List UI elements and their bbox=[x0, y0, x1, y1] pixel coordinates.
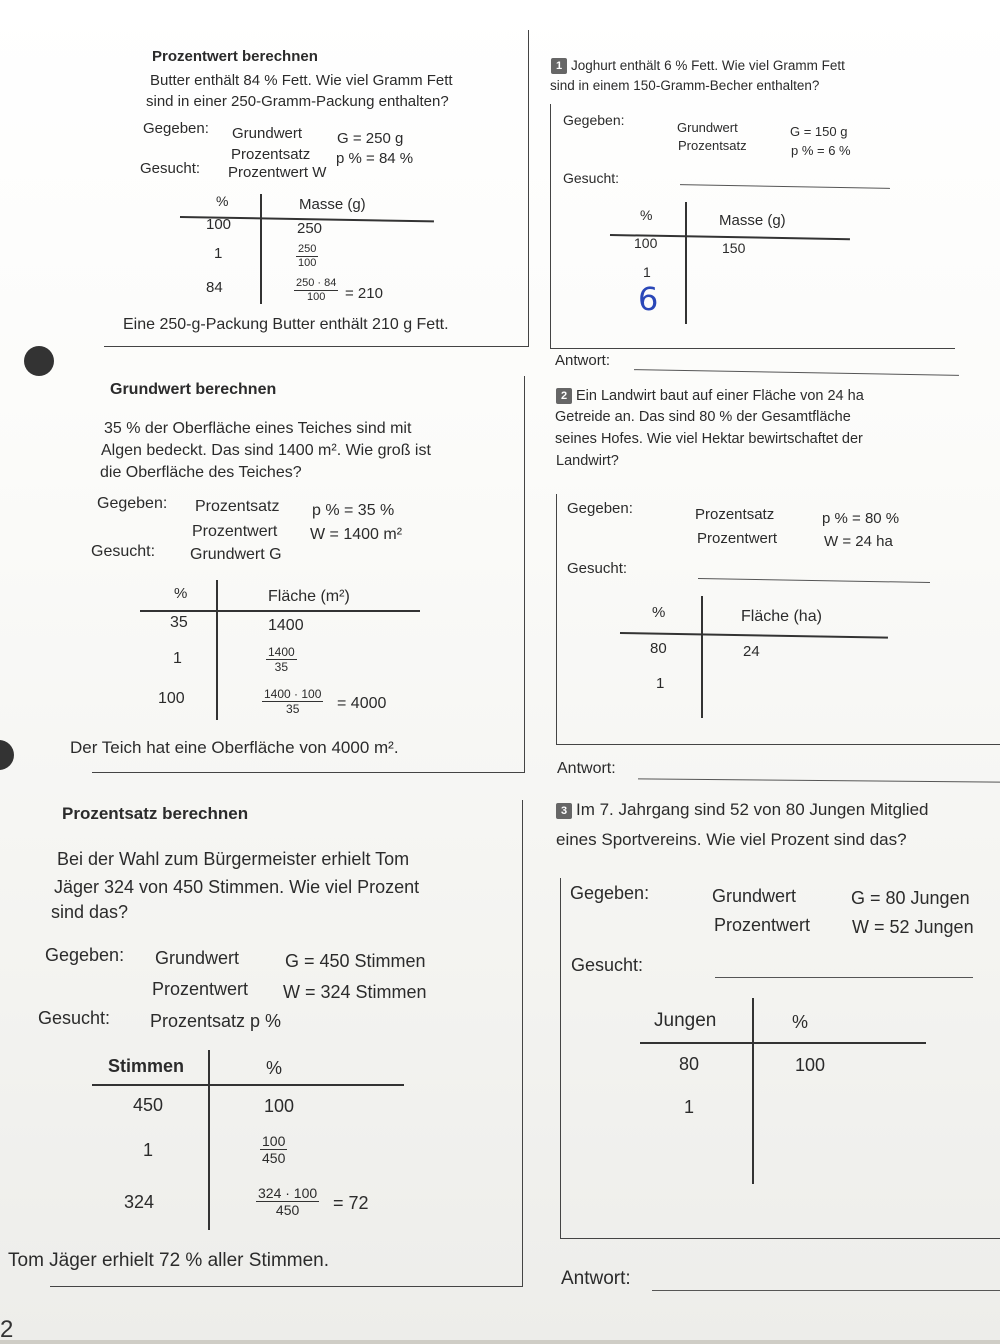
table-cell: 100 bbox=[158, 690, 185, 707]
task2-question-line: seines Hofes. Wie viel Hektar bewirtschaftet der bbox=[555, 431, 863, 447]
answer-label: Antwort: bbox=[557, 760, 616, 777]
table-fraction bbox=[296, 244, 318, 269]
fraction-numerator: 1400 · 100 bbox=[264, 687, 322, 701]
fraction-numerator: 250 bbox=[298, 243, 317, 255]
sought-label: Gesucht: bbox=[91, 543, 156, 560]
table-cell: 450 bbox=[133, 1095, 164, 1115]
example-prozentsatz-title: Prozentsatz berechnen bbox=[62, 804, 249, 823]
table-cell: 1 bbox=[214, 245, 223, 262]
given-value: W = 52 Jungen bbox=[852, 917, 974, 937]
fraction-denominator: 450 bbox=[275, 1202, 300, 1218]
given-label: Gegeben: bbox=[567, 500, 633, 517]
given-label: Gegeben: bbox=[143, 120, 209, 137]
task-number-badge: 2 bbox=[556, 388, 572, 404]
table-header: % bbox=[640, 207, 653, 223]
table-fraction bbox=[294, 278, 338, 303]
sought-label: Gesucht: bbox=[140, 160, 201, 177]
table-divider bbox=[216, 580, 218, 720]
table-header: % bbox=[174, 585, 188, 602]
given-name: Grundwert bbox=[712, 886, 797, 906]
table-header: % bbox=[652, 604, 666, 621]
example-question-line: Jäger 324 von 450 Stimmen. Wie viel Prozent bbox=[54, 877, 420, 897]
example-prozentwert-title: Prozentwert berechnen bbox=[152, 48, 318, 65]
page-number: 2 bbox=[0, 1316, 14, 1343]
table-result: = 72 bbox=[333, 1193, 369, 1213]
table-fraction bbox=[266, 646, 297, 673]
sought-value: Prozentsatz p % bbox=[150, 1011, 282, 1031]
given-name: Prozentsatz bbox=[231, 146, 311, 163]
given-value: G = 80 Jungen bbox=[851, 888, 970, 908]
example-question-line: Butter enthält 84 % Fett. Wie viel Gramm Fett bbox=[150, 72, 453, 89]
answer-line[interactable] bbox=[638, 778, 1000, 782]
given-label: Gegeben: bbox=[570, 883, 650, 903]
given-name: Prozentwert bbox=[714, 915, 811, 935]
task2-question-line bbox=[556, 388, 864, 404]
example-question-line: Bei der Wahl zum Bürgermeister erhielt Tom bbox=[57, 849, 410, 869]
sought-label: Gesucht: bbox=[567, 560, 628, 577]
table-header: Jungen bbox=[654, 1010, 717, 1031]
task2-question-line: Getreide an. Das sind 80 % der Gesamtfläche bbox=[555, 409, 851, 425]
fraction-numerator: 1400 bbox=[268, 645, 295, 659]
table-divider bbox=[685, 202, 687, 324]
fraction-numerator: 250 · 84 bbox=[296, 277, 337, 289]
example-answer: Der Teich hat eine Oberfläche von 4000 m². bbox=[70, 738, 399, 757]
example-answer: Tom Jäger erhielt 72 % aller Stimmen. bbox=[8, 1250, 330, 1271]
task1-question-line bbox=[551, 58, 845, 74]
table-header: % bbox=[792, 1012, 809, 1032]
example-question-line: 35 % der Oberfläche eines Teiches sind mit bbox=[104, 420, 412, 437]
sought-label: Gesucht: bbox=[38, 1008, 111, 1028]
table-cell: 1 bbox=[143, 1140, 154, 1160]
fraction-denominator: 450 bbox=[262, 1150, 286, 1166]
given-name: Prozentwert bbox=[192, 523, 278, 540]
given-name: Grundwert bbox=[232, 125, 303, 142]
table-cell: 35 bbox=[170, 614, 188, 631]
sought-value: Grundwert G bbox=[190, 546, 282, 563]
table-cell: 100 bbox=[795, 1055, 826, 1075]
table-fraction bbox=[256, 1186, 319, 1217]
table-cell: 80 bbox=[650, 640, 667, 657]
given-value: p % = 35 % bbox=[312, 502, 395, 519]
table-fraction bbox=[260, 1134, 287, 1165]
table-cell: 24 bbox=[743, 643, 760, 660]
task-number-badge: 3 bbox=[556, 803, 572, 819]
task-number-badge: 1 bbox=[551, 58, 567, 74]
table-cell: 1 bbox=[684, 1097, 695, 1117]
table-header: Fläche (m²) bbox=[268, 588, 350, 605]
given-name: Prozentwert bbox=[697, 530, 778, 547]
sought-answer-line[interactable] bbox=[715, 977, 973, 978]
table-header: % bbox=[216, 193, 229, 209]
table-cell: 100 bbox=[634, 235, 658, 251]
table-cell: 1400 bbox=[268, 617, 304, 634]
table-result: = 4000 bbox=[337, 695, 387, 712]
table-cell: 250 bbox=[297, 220, 323, 237]
punch-hole-dot bbox=[24, 346, 54, 376]
table-fraction bbox=[262, 688, 323, 715]
table-header-rule bbox=[640, 1042, 926, 1044]
given-value: G = 250 g bbox=[337, 130, 404, 147]
table-header: Masse (g) bbox=[299, 196, 366, 213]
given-value: W = 1400 m² bbox=[310, 526, 403, 543]
table-cell: 150 bbox=[722, 240, 746, 256]
table-cell: 84 bbox=[206, 279, 223, 296]
fraction-denominator: 35 bbox=[274, 660, 289, 674]
table-cell: 1 bbox=[173, 650, 182, 667]
table-cell: 80 bbox=[679, 1054, 700, 1074]
given-label: Gegeben: bbox=[45, 945, 125, 965]
table-divider bbox=[701, 596, 703, 718]
table-header: Stimmen bbox=[108, 1056, 185, 1076]
task2-question-line: Landwirt? bbox=[556, 453, 619, 469]
given-name: Prozentwert bbox=[152, 979, 249, 999]
table-divider bbox=[260, 194, 262, 304]
given-label: Gegeben: bbox=[563, 112, 625, 128]
example-question-line: sind das? bbox=[51, 902, 129, 922]
given-name: Grundwert bbox=[677, 120, 738, 135]
given-value: W = 24 ha bbox=[824, 533, 893, 550]
answer-line[interactable] bbox=[652, 1290, 1000, 1291]
example-question-line: sind in einer 250-Gramm-Packung enthalten? bbox=[146, 93, 449, 110]
given-value: p % = 6 % bbox=[791, 143, 851, 158]
table-divider bbox=[208, 1050, 210, 1230]
fraction-denominator: 100 bbox=[307, 291, 326, 303]
task2-question-text: Ein Landwirt baut auf einer Fläche von 24 ha bbox=[576, 388, 864, 404]
answer-line[interactable] bbox=[634, 369, 959, 376]
given-name: Grundwert bbox=[155, 948, 240, 968]
example-answer: Eine 250-g-Packung Butter enthält 210 g Fett. bbox=[123, 316, 449, 333]
task3-question-text: Im 7. Jahrgang sind 52 von 80 Jungen Mitglied bbox=[576, 800, 929, 819]
task1-question-text: Joghurt enthält 6 % Fett. Wie viel Gramm Fett bbox=[571, 58, 845, 73]
table-result: = 210 bbox=[345, 285, 383, 302]
table-cell: 1 bbox=[656, 675, 665, 692]
answer-label: Antwort: bbox=[561, 1268, 631, 1289]
sought-value: Prozentwert W bbox=[228, 164, 327, 181]
given-name: Prozentsatz bbox=[695, 506, 775, 523]
given-name: Prozentsatz bbox=[195, 498, 280, 515]
table-header-rule bbox=[92, 1084, 404, 1086]
table-cell: 100 bbox=[206, 216, 232, 233]
fraction-numerator: 100 bbox=[262, 1133, 286, 1149]
table-header: % bbox=[266, 1058, 283, 1078]
table-cell: 1 bbox=[643, 264, 651, 280]
table-header-rule bbox=[140, 610, 420, 612]
answer-label: Antwort: bbox=[555, 352, 611, 369]
given-value: p % = 80 % bbox=[822, 510, 900, 527]
example-question-line: die Oberfläche des Teiches? bbox=[100, 464, 302, 481]
given-value: G = 150 g bbox=[790, 124, 848, 139]
example-grundwert-title: Grundwert berechnen bbox=[110, 381, 277, 398]
given-name: Prozentsatz bbox=[678, 138, 747, 153]
fraction-numerator: 324 · 100 bbox=[258, 1185, 318, 1201]
table-cell: 324 bbox=[124, 1192, 155, 1212]
task1-question-line: sind in einem 150-Gramm-Becher enthalten? bbox=[550, 78, 820, 93]
sought-label: Gesucht: bbox=[563, 170, 620, 186]
table-cell: 100 bbox=[264, 1096, 295, 1116]
handwritten-entry[interactable]: 6 bbox=[638, 280, 659, 318]
task3-question-line: eines Sportvereins. Wie viel Prozent sind das? bbox=[556, 830, 907, 849]
given-value: G = 450 Stimmen bbox=[285, 951, 426, 971]
punch-hole-dot bbox=[0, 740, 14, 770]
example-question-line: Algen bedeckt. Das sind 1400 m². Wie groß ist bbox=[101, 442, 431, 459]
task3-question-line bbox=[556, 800, 929, 820]
given-value: p % = 84 % bbox=[336, 150, 414, 167]
fraction-denominator: 100 bbox=[298, 257, 317, 269]
table-header: Fläche (ha) bbox=[741, 608, 822, 625]
given-value: W = 324 Stimmen bbox=[283, 982, 427, 1002]
table-header: Masse (g) bbox=[719, 212, 786, 229]
fraction-denominator: 35 bbox=[286, 702, 300, 716]
sought-label: Gesucht: bbox=[571, 955, 644, 975]
given-label: Gegeben: bbox=[97, 495, 168, 512]
table-divider bbox=[752, 998, 754, 1184]
